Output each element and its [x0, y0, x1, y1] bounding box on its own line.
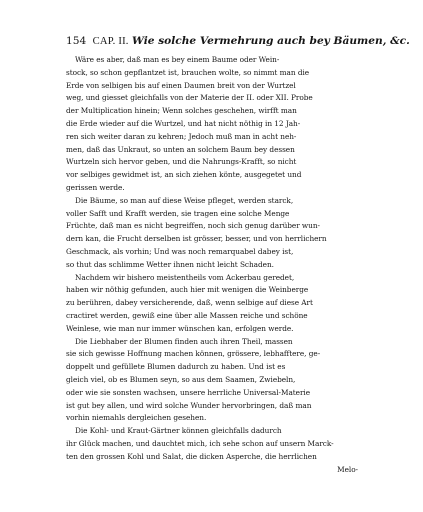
text-line: der Multiplication hinein; Wenn solches geschehen, wirfft man	[66, 106, 297, 116]
chapter-label: CAP. II.	[92, 36, 129, 47]
text-line: vorhin niemahls dergleichen gesehen.	[66, 413, 207, 423]
text-line: weg, und giesset gleichfalls von der Materie der II. oder XII. Probe	[66, 93, 313, 103]
text-line: oder wie sie sonsten wachsen, unsere herrliche Universal-Materie	[66, 387, 311, 397]
text-line: voller Safft und Krafft werden, sie tragen eine solche Menge	[66, 208, 290, 218]
text-line: Die Liebhaber der Blumen finden auch ihren Theil, massen	[75, 336, 293, 346]
text-line: so thut das schlimme Wetter ihnen nicht leicht Schaden.	[66, 259, 274, 269]
text-line: stock, so schon gepflantzet ist, brauchen wolte, so nimmt man die	[66, 67, 310, 77]
text-line: die Erde wieder auf die Wurtzel, und hat nicht nöthig in 12 Jah-	[66, 118, 301, 128]
body-text	[66, 54, 358, 476]
text-line: Früchte, daß man es nicht begreiffen, noch sich genug darüber wun-	[66, 221, 320, 231]
text-line: ist gut bey allen, und wird solche Wunder hervorbringen, daß man	[66, 400, 312, 410]
header-title: Wie solche Vermehrung auch bey Bäumen, &c.	[132, 35, 410, 47]
text-line: sie sich gewisse Hoffnung machen können, grössere, lebhafftere, ge-	[66, 349, 321, 359]
running-header	[66, 34, 410, 48]
text-line: ten den grossen Kohl und Salat, die dicken Asperche, die herrlichen	[66, 451, 317, 461]
text-line: cractiret werden, gewiß eine über alle Massen reiche und schöne	[66, 310, 308, 320]
text-line: Nachdem wir bishero meistentheils vom Ackerbau geredet,	[75, 272, 295, 282]
text-line: gerissen werde.	[66, 182, 125, 192]
text-line: Die Bäume, so man auf diese Weise pfleget, werden starck,	[75, 195, 294, 205]
text-line: ihr Glück machen, und dauchtet mich, ich sehe schon auf unsern Marck-	[66, 438, 334, 448]
text-line: Weinlese, wie man nur immer wünschen kan, erfolgen werde.	[66, 323, 294, 333]
text-line: Wurtzeln sich hervor geben, und die Nahrungs-Krafft, so nicht	[66, 157, 297, 167]
text-line: vor selbiges gewidmet ist, an sich ziehen könte, ausgegetet und	[66, 170, 302, 180]
text-line: dern kan, die Frucht derselben ist grösser, besser, und von herrlichern	[66, 234, 327, 244]
text-line: ren sich weiter daran zu kehren; Jedoch muß man in acht neh-	[66, 131, 297, 141]
text-line: Geschmack, als vorhin; Und was noch remarquabel dabey ist,	[66, 246, 294, 256]
text-line: Erde von selbigen bis auf einen Daumen breit von der Wurtzel	[66, 80, 296, 90]
text-line: men, daß das Unkraut, so unten an solchem Baum bey dessen	[66, 144, 295, 154]
text-line: haben wir nöthig gefunden, auch hier mit wenigen die Weinberge	[66, 285, 309, 295]
text-line: doppelt und gefüllete Blumen dadurch zu haben. Und ist es	[66, 362, 286, 372]
page-number: 154	[66, 35, 87, 47]
text-line: Wäre es aber, daß man es bey einem Baume oder Wein-	[75, 55, 280, 64]
text-line: zu berühren, dabey versicherende, daß, wenn selbige auf diese Art	[66, 298, 313, 308]
text-line: gleich viel, ob es Blumen seyn, so aus dem Saamen, Zwiebeln,	[66, 374, 296, 384]
catchword: Melo-	[337, 464, 358, 474]
text-line: Die Kohl- und Kraut-Gärtner können gleichfalls dadurch	[75, 426, 282, 436]
